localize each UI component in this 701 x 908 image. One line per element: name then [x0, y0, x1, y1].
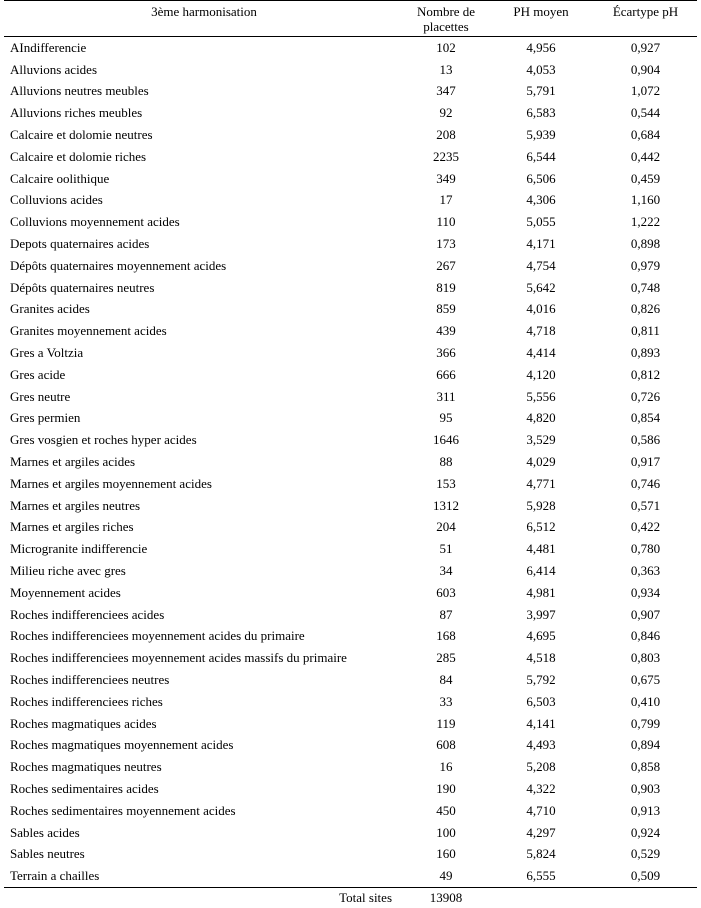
- table-row: [4, 255, 697, 277]
- row-ph-mean-cell: 6,414: [526, 563, 556, 579]
- table-row: [4, 124, 697, 146]
- row-ph-mean-cell: 4,481: [526, 541, 556, 557]
- table-row: [4, 386, 697, 408]
- row-ph-sd-cell: 0,917: [630, 454, 661, 470]
- row-ph-mean-cell: 5,792: [526, 672, 556, 687]
- row-count-cell: 603: [436, 584, 456, 600]
- row-name-cell: Roches indifferenciees moyennement acides du primaire: [10, 628, 305, 644]
- row-ph-mean-cell: 5,556: [526, 388, 556, 404]
- row-name-cell: Gres neutre: [10, 388, 71, 404]
- row-name-cell: Alluvions acides: [10, 61, 98, 77]
- row-ph-sd-cell: 0,780: [630, 541, 661, 557]
- row-name-cell: Sables acides: [10, 824, 80, 840]
- row-count-cell: 285: [436, 650, 456, 666]
- table-row: [4, 37, 697, 59]
- table-row: [4, 211, 697, 233]
- row-ph-sd-cell: 0,422: [630, 519, 661, 535]
- row-ph-sd-cell: 0,684: [630, 127, 661, 143]
- row-ph-mean-cell: 6,583: [526, 105, 556, 121]
- row-name-cell: Calcaire et dolomie riches: [10, 148, 147, 164]
- row-count-cell: 153: [436, 475, 456, 491]
- table-row: [4, 451, 697, 473]
- row-ph-mean-cell: 6,555: [488, 865, 594, 887]
- row-ph-sd-cell: 0,893: [630, 345, 661, 361]
- row-ph-sd-cell: 0,894: [630, 737, 661, 753]
- row-ph-mean-cell: 5,824: [526, 846, 556, 862]
- total-label: Total sites: [339, 890, 392, 906]
- row-ph-sd-cell: 1,072: [630, 83, 661, 99]
- row-ph-mean-cell: 4,754: [526, 257, 556, 273]
- row-ph-sd-cell: 0,459: [630, 170, 661, 186]
- row-ph-mean-cell: 4,518: [526, 650, 556, 666]
- table-body: [4, 37, 697, 888]
- table-row: [4, 756, 697, 778]
- row-count-cell: 1646: [433, 432, 459, 448]
- row-count-cell: 666: [436, 366, 456, 382]
- table-footer: [4, 888, 697, 908]
- table-row: [4, 408, 697, 430]
- row-count-cell: 366: [436, 345, 456, 361]
- row-ph-mean-cell: 4,016: [526, 301, 556, 317]
- row-ph-mean-cell: 5,208: [526, 759, 556, 775]
- table-row: [4, 822, 697, 844]
- row-count-cell: 1312: [433, 497, 459, 513]
- row-count-cell: 87: [439, 606, 453, 622]
- row-name-cell: Calcaire oolithique: [10, 170, 110, 186]
- row-ph-sd-cell: 0,811: [631, 323, 660, 339]
- row-count-cell: 204: [436, 519, 456, 535]
- table-row: [4, 800, 697, 822]
- row-ph-mean-cell: 4,120: [526, 366, 556, 382]
- row-name-cell: Roches sedimentaires moyennement acides: [10, 802, 236, 818]
- row-ph-sd-cell: 0,812: [630, 366, 661, 382]
- row-count-cell: 51: [439, 541, 453, 557]
- row-ph-mean-cell: 5,642: [526, 279, 556, 295]
- column-header-count: Nombre de placettes: [404, 1, 488, 37]
- row-ph-sd-cell: 0,898: [630, 236, 661, 252]
- row-ph-sd-cell: 0,529: [630, 846, 661, 862]
- row-name-cell: Marnes et argiles neutres: [10, 497, 141, 513]
- row-ph-mean-cell: 4,718: [526, 323, 556, 339]
- row-ph-mean-cell: 6,506: [526, 170, 556, 186]
- row-ph-sd-cell: 0,979: [630, 257, 661, 273]
- table-row: [4, 168, 697, 190]
- table-row: [4, 735, 697, 757]
- row-name-cell: Roches sedimentaires acides: [10, 780, 159, 796]
- row-count-cell: 347: [436, 83, 456, 99]
- row-ph-sd-cell: 0,846: [630, 628, 661, 644]
- row-ph-mean-cell: 4,493: [526, 737, 556, 753]
- row-count-cell: 608: [436, 737, 456, 753]
- table-row: [4, 669, 697, 691]
- row-ph-sd-cell: 0,826: [630, 301, 661, 317]
- row-ph-sd-cell: 0,410: [630, 693, 661, 709]
- row-count-cell: 100: [436, 824, 456, 840]
- row-name-cell: Moyennement acides: [10, 584, 121, 600]
- row-ph-mean-cell: 5,928: [526, 497, 556, 513]
- row-count-cell: 160: [436, 846, 456, 862]
- table-row: [4, 604, 697, 626]
- row-count-cell: 168: [436, 628, 456, 644]
- row-name-cell: Microgranite indifferencie: [10, 541, 148, 557]
- row-name-cell: Roches indifferenciees acides: [10, 606, 165, 622]
- row-ph-sd-cell: 0,913: [630, 802, 661, 818]
- row-ph-mean-cell: 3,997: [526, 606, 556, 622]
- table-row: [4, 626, 697, 648]
- row-name-cell: Gres vosgien et roches hyper acides: [10, 432, 197, 448]
- row-ph-mean-cell: 4,322: [526, 780, 556, 796]
- row-name-cell: Marnes et argiles moyennement acides: [10, 475, 212, 491]
- row-ph-sd-cell: 0,442: [630, 148, 661, 164]
- row-count-cell: 49: [404, 865, 488, 887]
- row-ph-sd-cell: 0,934: [630, 584, 661, 600]
- row-ph-sd-cell: 0,799: [630, 715, 661, 731]
- table-row: [4, 582, 697, 604]
- table-header: [4, 1, 697, 37]
- table-row: [4, 320, 697, 342]
- row-name-cell: AIndifferencie: [10, 39, 87, 55]
- row-count-cell: 173: [436, 236, 456, 252]
- table-row: [4, 495, 697, 517]
- table-row: [4, 299, 697, 321]
- row-ph-mean-cell: 4,710: [526, 802, 556, 818]
- row-name-cell: Colluvions acides: [10, 192, 103, 208]
- row-count-cell: 102: [436, 39, 456, 55]
- row-ph-mean-cell: 4,297: [526, 824, 556, 840]
- row-ph-sd-cell: 0,904: [630, 61, 661, 77]
- row-ph-mean-cell: 4,306: [526, 192, 556, 208]
- row-count-cell: 88: [439, 454, 453, 470]
- row-name-cell: Marnes et argiles riches: [10, 519, 134, 535]
- row-ph-sd-cell: 0,746: [630, 475, 661, 491]
- table-row: [4, 146, 697, 168]
- row-count-cell: 450: [436, 802, 456, 818]
- row-count-cell: 311: [436, 388, 456, 404]
- row-count-cell: 819: [436, 279, 456, 295]
- row-name-cell: Roches magmatiques moyennement acides: [10, 737, 234, 753]
- total-row: [4, 888, 697, 908]
- row-count-cell: 119: [436, 715, 456, 731]
- row-count-cell: 84: [439, 672, 453, 687]
- total-empty-cell: [594, 888, 697, 908]
- row-ph-mean-cell: 4,141: [526, 715, 556, 731]
- row-ph-mean-cell: 3,529: [526, 432, 556, 448]
- row-count-cell: 13: [439, 61, 453, 77]
- total-value: 13908: [429, 890, 463, 906]
- table-row: [4, 233, 697, 255]
- row-name-cell: Roches magmatiques neutres: [10, 759, 162, 775]
- header-row: [4, 1, 697, 37]
- table-row: [4, 102, 697, 124]
- row-ph-sd-cell: 0,675: [630, 672, 661, 687]
- row-name-cell: Roches indifferenciees neutres: [10, 672, 170, 687]
- row-ph-sd-cell: 1,222: [630, 214, 661, 230]
- row-ph-sd-cell: 0,803: [630, 650, 661, 666]
- row-name-cell: Granites acides: [10, 301, 90, 317]
- row-ph-mean-cell: 6,503: [526, 693, 556, 709]
- row-ph-mean-cell: 5,791: [526, 83, 556, 99]
- row-name-cell: Roches indifferenciees riches: [10, 693, 163, 709]
- row-count-cell: 110: [436, 214, 456, 230]
- row-ph-mean-cell: 4,820: [526, 410, 556, 426]
- row-ph-mean-cell: 4,053: [526, 61, 556, 77]
- row-name-cell: Calcaire et dolomie neutres: [10, 127, 153, 143]
- row-count-cell: 95: [439, 410, 453, 426]
- row-name-cell: Gres a Voltzia: [10, 345, 84, 361]
- row-ph-sd-cell: 0,363: [630, 563, 661, 579]
- row-count-cell: 859: [436, 301, 456, 317]
- table-row: [4, 342, 697, 364]
- table-row: [4, 865, 697, 887]
- row-ph-sd-cell: 0,907: [630, 606, 661, 622]
- row-ph-sd-cell: 0,544: [630, 105, 661, 121]
- row-name-cell: Alluvions riches meubles: [10, 105, 143, 121]
- row-ph-sd-cell: 0,571: [630, 497, 661, 513]
- row-name-cell: Dépôts quaternaires moyennement acides: [10, 257, 227, 273]
- row-count-cell: 439: [436, 323, 456, 339]
- row-name-cell: Sables neutres: [10, 846, 85, 862]
- row-ph-mean-cell: 4,771: [526, 475, 556, 491]
- row-name-cell: Marnes et argiles acides: [10, 454, 136, 470]
- table-row: [4, 277, 697, 299]
- row-count-cell: 208: [436, 127, 456, 143]
- row-ph-mean-cell: 6,512: [526, 519, 556, 535]
- table-row: [4, 517, 697, 539]
- row-ph-mean-cell: 4,981: [526, 584, 556, 600]
- row-ph-sd-cell: 0,509: [594, 865, 697, 887]
- row-name-cell: Roches indifferenciees moyennement acides massifs du primaire: [10, 650, 347, 666]
- row-ph-mean-cell: 4,695: [526, 628, 556, 644]
- table-row: [4, 59, 697, 81]
- row-count-cell: 267: [436, 257, 456, 273]
- row-name-cell: Roches magmatiques acides: [10, 715, 157, 731]
- row-ph-sd-cell: 0,924: [630, 824, 661, 840]
- table-row: [4, 560, 697, 582]
- table-row: [4, 429, 697, 451]
- table-row: [4, 538, 697, 560]
- table-row: [4, 647, 697, 669]
- row-name-cell: Depots quaternaires acides: [10, 236, 150, 252]
- table-row: [4, 190, 697, 212]
- row-count-cell: 92: [439, 105, 453, 121]
- row-ph-mean-cell: 4,414: [526, 345, 556, 361]
- row-ph-mean-cell: 4,956: [526, 39, 556, 55]
- row-ph-sd-cell: 0,927: [630, 39, 661, 55]
- row-name-cell: Milieu riche avec gres: [10, 563, 126, 579]
- row-count-cell: 349: [436, 170, 456, 186]
- row-name-cell: Gres acide: [10, 366, 66, 382]
- total-empty-cell: [488, 888, 594, 908]
- table-row: [4, 473, 697, 495]
- row-name-cell: Gres permien: [10, 410, 81, 426]
- table-row: [4, 364, 697, 386]
- row-ph-mean-cell: 5,939: [526, 127, 556, 143]
- row-name-cell: Alluvions neutres meubles: [10, 83, 149, 99]
- row-ph-mean-cell: 5,055: [526, 214, 556, 230]
- row-ph-mean-cell: 4,171: [526, 236, 556, 252]
- table-row: [4, 778, 697, 800]
- row-ph-mean-cell: 6,544: [526, 148, 556, 164]
- row-count-cell: 34: [439, 563, 453, 579]
- row-count-cell: 190: [436, 780, 456, 796]
- row-count-cell: 2235: [433, 148, 459, 164]
- row-ph-sd-cell: 0,586: [630, 432, 661, 448]
- row-name-cell: Dépôts quaternaires neutres: [10, 279, 155, 295]
- column-header-harmonisation: 3ème harmonisation: [4, 1, 404, 37]
- row-name-cell: Colluvions moyennement acides: [10, 214, 180, 230]
- row-ph-sd-cell: 0,726: [630, 388, 661, 404]
- column-header-ph-mean: PH moyen: [488, 1, 594, 37]
- row-name-cell: Terrain a chailles: [4, 865, 404, 887]
- table-row: [4, 691, 697, 713]
- row-ph-mean-cell: 4,029: [526, 454, 556, 470]
- row-name-cell: Granites moyennement acides: [10, 323, 167, 339]
- row-count-cell: 16: [439, 759, 453, 775]
- table-row: [4, 81, 697, 103]
- row-count-cell: 33: [439, 693, 453, 709]
- row-ph-sd-cell: 1,160: [630, 192, 661, 208]
- ph-statistics-table: [4, 0, 697, 908]
- row-count-cell: 17: [439, 192, 453, 208]
- column-header-ph-sd: Écartype pH: [594, 1, 697, 37]
- row-ph-sd-cell: 0,903: [630, 780, 661, 796]
- table-row: [4, 843, 697, 865]
- row-ph-sd-cell: 0,748: [630, 279, 661, 295]
- row-ph-sd-cell: 0,858: [630, 759, 661, 775]
- row-ph-sd-cell: 0,854: [630, 410, 661, 426]
- table-row: [4, 713, 697, 735]
